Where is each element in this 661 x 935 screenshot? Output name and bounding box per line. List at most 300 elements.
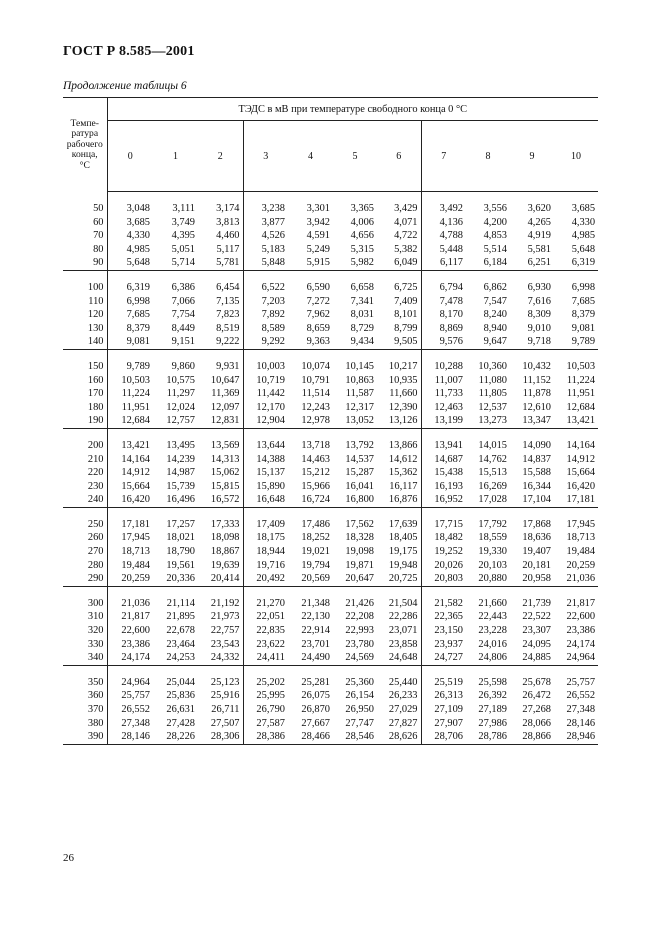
emf-value-cell: 24,806: [466, 651, 510, 665]
emf-value-cell: 3,685: [571, 203, 596, 214]
emf-value-cell: 18,175: [243, 531, 288, 545]
emf-value-cell: 22,835: [243, 624, 288, 638]
temperature-cell: 320: [63, 624, 107, 638]
emf-value-cell: 9,718: [510, 335, 554, 349]
emf-value-cell: 25,678: [522, 676, 551, 688]
emf-value-cell: 21,660: [478, 597, 507, 609]
emf-value-cell: 15,438: [421, 466, 466, 480]
emf-value-cell: 21,114: [166, 597, 195, 609]
emf-value-cell: 27,109: [421, 703, 466, 717]
emf-value-cell: 11,951: [566, 388, 596, 400]
emf-value-cell: 4,330: [107, 229, 153, 243]
emf-value-cell: 8,589: [243, 322, 288, 336]
emf-value-cell: 24,411: [243, 651, 288, 665]
temperature-cell: 280: [63, 559, 107, 573]
emf-value-cell: 18,021: [166, 532, 195, 544]
emf-value-cell: 18,713: [107, 545, 153, 559]
emf-value-cell: 8,379: [571, 309, 596, 321]
emf-value-cell: 24,727: [421, 651, 466, 665]
emf-value-cell: 6,725: [394, 281, 418, 293]
emf-value-cell: 6,049: [377, 256, 421, 270]
emf-value-cell: 8,659: [306, 322, 330, 334]
emf-value-cell: 17,409: [243, 518, 288, 532]
temperature-cell: 70: [63, 229, 107, 243]
emf-value-cell: 5,514: [483, 243, 507, 255]
emf-value-cell: 3,556: [483, 203, 507, 214]
column-header-2: 2: [198, 121, 243, 192]
emf-value-cell: 12,904: [243, 414, 288, 428]
emf-value-cell: 25,519: [421, 676, 466, 690]
emf-value-cell: 9,010: [527, 322, 551, 334]
emf-value-cell: 24,490: [288, 651, 333, 665]
emf-value-cell: 3,492: [421, 202, 466, 216]
emf-value-cell: 21,817: [107, 610, 153, 624]
emf-value-cell: 19,948: [388, 559, 418, 571]
table-row: [63, 610, 598, 624]
emf-value-cell: 26,552: [566, 690, 596, 702]
emf-value-cell: 5,781: [198, 256, 243, 270]
emf-value-cell: 11,007: [421, 374, 466, 388]
emf-value-cell: 27,827: [388, 717, 418, 729]
emf-value-cell: 6,386: [171, 281, 195, 293]
emf-value-cell: 8,869: [421, 322, 466, 336]
emf-value-cell: 6,998: [107, 295, 153, 309]
temperature-cell: 390: [63, 730, 107, 744]
emf-value-cell: 26,790: [243, 703, 288, 717]
emf-value-cell: 7,272: [306, 295, 330, 307]
block-spacer: [63, 270, 598, 281]
emf-value-cell: 19,175: [388, 546, 418, 558]
temperature-cell: 170: [63, 387, 107, 401]
temperature-cell: 150: [63, 360, 107, 374]
emf-value-cell: 24,095: [522, 638, 551, 650]
temperature-header-line: °С: [79, 159, 90, 171]
temperature-cell: 80: [63, 243, 107, 257]
emf-value-cell: 9,576: [421, 335, 466, 349]
emf-value-cell: 16,344: [522, 480, 551, 492]
emf-value-cell: 23,307: [522, 625, 551, 637]
emf-value-cell: 10,360: [478, 360, 507, 372]
emf-value-cell: 20,880: [466, 572, 510, 586]
emf-value-cell: 7,409: [394, 295, 418, 307]
emf-value-cell: 13,569: [210, 439, 240, 451]
emf-value-cell: 5,714: [153, 256, 198, 270]
emf-value-cell: 8,379: [107, 322, 153, 336]
emf-value-cell: 6,251: [510, 256, 554, 270]
emf-value-cell: 9,860: [171, 360, 195, 372]
emf-value-cell: 25,044: [166, 676, 195, 688]
emf-value-cell: 18,252: [301, 532, 330, 544]
emf-value-cell: 17,792: [478, 518, 507, 530]
emf-value-cell: 6,117: [421, 256, 466, 270]
emf-value-cell: 11,224: [107, 387, 153, 401]
emf-value-cell: 3,620: [527, 203, 551, 214]
emf-value-cell: 11,224: [566, 374, 596, 386]
emf-value-cell: 14,837: [522, 453, 551, 465]
temperature-header-line: Темпе-: [70, 117, 99, 129]
emf-value-cell: 21,973: [210, 611, 240, 623]
emf-value-cell: 26,154: [345, 690, 374, 702]
emf-value-cell: 14,239: [166, 453, 195, 465]
emf-value-cell: 16,952: [421, 493, 466, 507]
table-row: [63, 229, 598, 243]
emf-value-cell: 4,265: [527, 216, 551, 228]
emf-value-cell: 14,090: [522, 439, 551, 451]
temperature-cell: 270: [63, 545, 107, 559]
emf-value-cell: 22,286: [388, 611, 418, 623]
emf-value-cell: 19,098: [345, 546, 374, 558]
emf-value-cell: 17,868: [522, 518, 551, 530]
temperature-cell: 60: [63, 216, 107, 230]
emf-value-cell: 19,794: [301, 559, 330, 571]
emf-value-cell: 21,582: [421, 597, 466, 611]
emf-value-cell: 24,569: [333, 651, 377, 665]
emf-value-cell: 15,739: [166, 480, 195, 492]
emf-value-cell: 14,164: [566, 439, 596, 451]
table-row: [63, 572, 598, 586]
emf-value-cell: 17,104: [510, 493, 554, 507]
emf-value-cell: 17,028: [466, 493, 510, 507]
emf-value-cell: 9,789: [107, 360, 153, 374]
emf-value-cell: 27,587: [243, 717, 288, 731]
emf-value-cell: 6,319: [554, 256, 598, 270]
emf-value-cell: 7,135: [216, 295, 240, 307]
column-header-8: 8: [466, 121, 510, 192]
page-number: 26: [63, 852, 74, 864]
temperature-cell: 290: [63, 572, 107, 586]
table-row: [63, 717, 598, 731]
emf-value-cell: 4,722: [394, 230, 418, 242]
temperature-cell: 90: [63, 256, 107, 270]
emf-value-cell: 24,174: [566, 638, 596, 650]
emf-value-cell: 28,626: [377, 730, 421, 744]
emf-value-cell: 25,598: [478, 676, 507, 688]
table-row: [63, 243, 598, 257]
emf-value-cell: 28,786: [466, 730, 510, 744]
emf-value-cell: 7,341: [350, 295, 374, 307]
emf-value-cell: 17,945: [566, 518, 596, 530]
emf-value-cell: 18,636: [522, 532, 551, 544]
emf-value-cell: 4,591: [306, 230, 330, 242]
emf-value-cell: 3,111: [172, 203, 195, 214]
emf-value-cell: 3,174: [216, 203, 240, 214]
temperature-cell: 210: [63, 453, 107, 467]
table-row: [63, 518, 598, 532]
emf-value-cell: 4,395: [171, 230, 195, 242]
emf-value-cell: 7,823: [216, 309, 240, 321]
temperature-cell: 370: [63, 703, 107, 717]
emf-value-cell: 11,733: [421, 387, 466, 401]
emf-value-cell: 7,547: [483, 295, 507, 307]
emf-value-cell: 4,985: [107, 243, 153, 257]
emf-value-cell: 19,252: [421, 545, 466, 559]
emf-value-cell: 22,757: [210, 625, 240, 637]
emf-value-cell: 13,052: [333, 414, 377, 428]
emf-value-cell: 15,362: [388, 467, 418, 479]
emf-value-cell: 4,071: [394, 216, 418, 228]
emf-value-cell: 17,486: [301, 518, 330, 530]
emf-value-cell: 13,495: [166, 439, 195, 451]
emf-value-cell: 24,964: [107, 676, 153, 690]
column-header-7: 7: [421, 121, 466, 192]
table-body: [63, 192, 598, 745]
emf-value-cell: 28,146: [566, 717, 596, 729]
emf-value-cell: 13,941: [421, 439, 466, 453]
emf-value-cell: 16,648: [243, 493, 288, 507]
emf-value-cell: 4,330: [571, 216, 596, 228]
table-caption: ТЭДС в мВ при температуре свободного конца 0 °С: [107, 98, 598, 121]
emf-value-cell: 19,021: [301, 546, 330, 558]
emf-value-cell: 14,313: [210, 453, 240, 465]
temperature-cell: 100: [63, 281, 107, 295]
emf-value-cell: 20,026: [421, 559, 466, 573]
emf-value-cell: 7,203: [243, 295, 288, 309]
table-row: [63, 202, 598, 216]
block-spacer: [63, 665, 598, 676]
emf-value-cell: 25,995: [243, 689, 288, 703]
emf-value-cell: 12,097: [210, 401, 240, 413]
table-row: [63, 559, 598, 573]
emf-value-cell: 6,794: [421, 281, 466, 295]
table-row: [63, 216, 598, 230]
emf-value-cell: 4,788: [421, 229, 466, 243]
emf-value-cell: 12,978: [288, 414, 333, 428]
table-row: [63, 480, 598, 494]
emf-value-cell: 10,863: [345, 374, 374, 386]
emf-value-cell: 21,504: [388, 597, 418, 609]
document-standard-title: ГОСТ Р 8.585—2001: [63, 44, 195, 59]
emf-value-cell: 8,309: [527, 309, 551, 321]
table-row: [63, 703, 598, 717]
emf-value-cell: 20,803: [421, 572, 466, 586]
emf-value-cell: 26,233: [388, 690, 418, 702]
emf-value-cell: 28,226: [153, 730, 198, 744]
emf-value-cell: 21,426: [345, 597, 374, 609]
emf-value-cell: 23,543: [210, 638, 240, 650]
emf-value-cell: 25,916: [210, 690, 240, 702]
emf-value-cell: 4,526: [243, 229, 288, 243]
temperature-header-line: ратура: [71, 128, 99, 139]
emf-value-cell: 15,137: [243, 466, 288, 480]
emf-value-cell: 28,866: [510, 730, 554, 744]
emf-value-cell: 25,123: [210, 676, 240, 688]
temperature-cell: 50: [63, 202, 107, 216]
table-row: [63, 322, 598, 336]
temperature-cell: 360: [63, 689, 107, 703]
table-row: [63, 597, 598, 611]
emf-value-cell: 12,757: [153, 414, 198, 428]
emf-value-cell: 21,270: [243, 597, 288, 611]
emf-value-cell: 20,259: [107, 572, 153, 586]
emf-value-cell: 19,716: [243, 559, 288, 573]
emf-value-cell: 16,724: [288, 493, 333, 507]
emf-value-cell: 12,610: [522, 401, 551, 413]
emf-value-cell: 9,434: [333, 335, 377, 349]
column-header-0: 0: [107, 121, 153, 192]
emf-value-cell: 7,685: [571, 295, 596, 307]
emf-value-cell: 17,562: [345, 518, 374, 530]
emf-value-cell: 18,482: [421, 531, 466, 545]
table-row: [63, 295, 598, 309]
emf-value-cell: 12,243: [301, 401, 330, 413]
caption-row: [63, 98, 598, 121]
emf-value-cell: 26,870: [301, 704, 330, 715]
emf-value-cell: 21,036: [107, 597, 153, 611]
emf-value-cell: 9,789: [554, 335, 598, 349]
emf-value-cell: 21,348: [301, 597, 330, 609]
emf-value-cell: 16,572: [198, 493, 243, 507]
table-row: [63, 439, 598, 453]
emf-value-cell: 27,348: [107, 717, 153, 731]
emf-value-cell: 18,405: [388, 532, 418, 544]
emf-value-cell: 21,817: [566, 597, 596, 609]
table-continuation-label: Продолжение таблицы 6: [63, 80, 187, 92]
emf-value-cell: 23,937: [421, 638, 466, 652]
emf-value-cell: 10,647: [210, 374, 240, 386]
emf-value-cell: 13,866: [388, 439, 418, 451]
emf-value-cell: 9,081: [571, 322, 596, 334]
emf-value-cell: 8,729: [350, 322, 374, 334]
emf-value-cell: 4,200: [483, 216, 507, 228]
emf-value-cell: 23,071: [388, 625, 418, 637]
emf-value-cell: 23,701: [301, 638, 330, 650]
emf-value-cell: 14,987: [166, 467, 195, 479]
table-row: [63, 453, 598, 467]
emf-value-cell: 25,202: [243, 676, 288, 690]
emf-value-cell: 9,363: [288, 335, 333, 349]
emf-value-cell: 3,813: [216, 216, 240, 228]
emf-value-cell: 11,297: [166, 388, 195, 400]
emf-value-cell: 3,749: [171, 216, 195, 228]
emf-value-cell: 25,281: [301, 676, 330, 688]
emf-value-cell: 4,136: [421, 216, 466, 230]
emf-value-cell: 6,998: [571, 281, 596, 293]
emf-value-cell: 19,639: [210, 559, 240, 571]
emf-value-cell: 10,003: [243, 360, 288, 374]
emf-value-cell: 20,414: [198, 572, 243, 586]
emf-value-cell: 10,145: [345, 360, 374, 372]
emf-value-cell: 10,288: [421, 360, 466, 374]
temperature-cell: 340: [63, 651, 107, 665]
emf-value-cell: 11,587: [345, 388, 374, 400]
emf-value-cell: 25,836: [166, 690, 195, 702]
emf-value-cell: 11,442: [243, 387, 288, 401]
column-header-9: 9: [510, 121, 554, 192]
emf-value-cell: 14,912: [107, 466, 153, 480]
emf-value-cell: 26,631: [166, 704, 195, 715]
emf-value-cell: 14,687: [421, 453, 466, 467]
table-row: [63, 281, 598, 295]
emf-value-cell: 27,268: [522, 704, 551, 715]
emf-value-cell: 25,757: [107, 689, 153, 703]
table-row: [63, 374, 598, 388]
emf-value-cell: 26,392: [478, 690, 507, 702]
emf-value-cell: 12,390: [388, 401, 418, 413]
emf-value-cell: 17,639: [388, 518, 418, 530]
emf-value-cell: 4,460: [216, 230, 240, 242]
emf-value-cell: 22,678: [166, 625, 195, 637]
emf-value-cell: 5,315: [350, 243, 374, 255]
emf-value-cell: 15,664: [566, 467, 596, 479]
emf-value-cell: 21,192: [210, 597, 240, 609]
emf-value-cell: 11,514: [301, 388, 330, 400]
emf-value-cell: 20,492: [243, 572, 288, 586]
emf-value-cell: 18,790: [166, 546, 195, 558]
emf-value-cell: 13,644: [243, 439, 288, 453]
column-header-6: 6: [377, 121, 421, 192]
temperature-cell: 140: [63, 335, 107, 349]
emf-value-cell: 12,831: [198, 414, 243, 428]
emf-value-cell: 28,146: [107, 730, 153, 744]
emf-value-cell: 10,719: [243, 374, 288, 388]
emf-value-cell: 26,075: [301, 690, 330, 702]
emf-value-cell: 18,328: [345, 532, 374, 544]
emf-value-cell: 7,685: [107, 308, 153, 322]
table-row: [63, 308, 598, 322]
temperature-cell: 350: [63, 676, 107, 690]
emf-value-cell: 11,805: [478, 388, 507, 400]
emf-value-cell: 19,330: [478, 546, 507, 558]
emf-value-cell: 26,552: [107, 703, 153, 717]
table-row: [63, 414, 598, 428]
column-header-1: 1: [153, 121, 198, 192]
emf-value-cell: 15,588: [522, 467, 551, 479]
emf-value-cell: 19,484: [566, 546, 596, 558]
emf-value-cell: 5,915: [288, 256, 333, 270]
emf-value-cell: 23,858: [388, 638, 418, 650]
table-row: [63, 335, 598, 349]
emf-value-cell: 10,432: [522, 360, 551, 372]
emf-value-cell: 19,484: [107, 559, 153, 573]
emf-value-cell: 9,222: [198, 335, 243, 349]
emf-value-cell: 12,684: [566, 401, 596, 413]
temperature-cell: 260: [63, 531, 107, 545]
table-row: [63, 689, 598, 703]
emf-value-cell: 11,369: [211, 388, 240, 400]
emf-value-cell: 9,647: [466, 335, 510, 349]
emf-value-cell: 5,581: [527, 243, 551, 255]
emf-value-cell: 28,066: [522, 717, 551, 729]
emf-value-cell: 4,006: [350, 216, 374, 228]
emf-value-cell: 22,443: [478, 611, 507, 623]
table-row: [63, 401, 598, 415]
temperature-cell: 310: [63, 610, 107, 624]
emf-value-cell: 14,537: [345, 453, 374, 465]
column-header-3: 3: [243, 121, 288, 192]
emf-value-cell: 10,575: [166, 374, 195, 386]
emf-value-cell: 22,993: [345, 625, 374, 637]
emf-value-cell: 25,440: [388, 676, 418, 688]
table-row: [63, 730, 598, 744]
emf-value-cell: 6,184: [466, 256, 510, 270]
emf-value-cell: 15,664: [107, 480, 153, 494]
emf-value-cell: 28,706: [421, 730, 466, 744]
emf-value-cell: 5,117: [216, 243, 240, 255]
table-row: [63, 387, 598, 401]
emf-value-cell: 10,791: [301, 374, 330, 386]
emf-value-cell: 23,150: [421, 624, 466, 638]
emf-value-cell: 8,799: [394, 322, 418, 334]
table-row: [63, 466, 598, 480]
emf-value-cell: 28,386: [243, 730, 288, 744]
emf-value-cell: 17,181: [554, 493, 598, 507]
emf-value-cell: 12,684: [107, 414, 153, 428]
temperature-column-header: [63, 98, 107, 192]
emf-value-cell: 18,559: [478, 532, 507, 544]
emf-value-cell: 26,711: [211, 704, 240, 715]
emf-value-cell: 14,762: [478, 453, 507, 465]
emf-value-cell: 16,420: [566, 480, 596, 492]
